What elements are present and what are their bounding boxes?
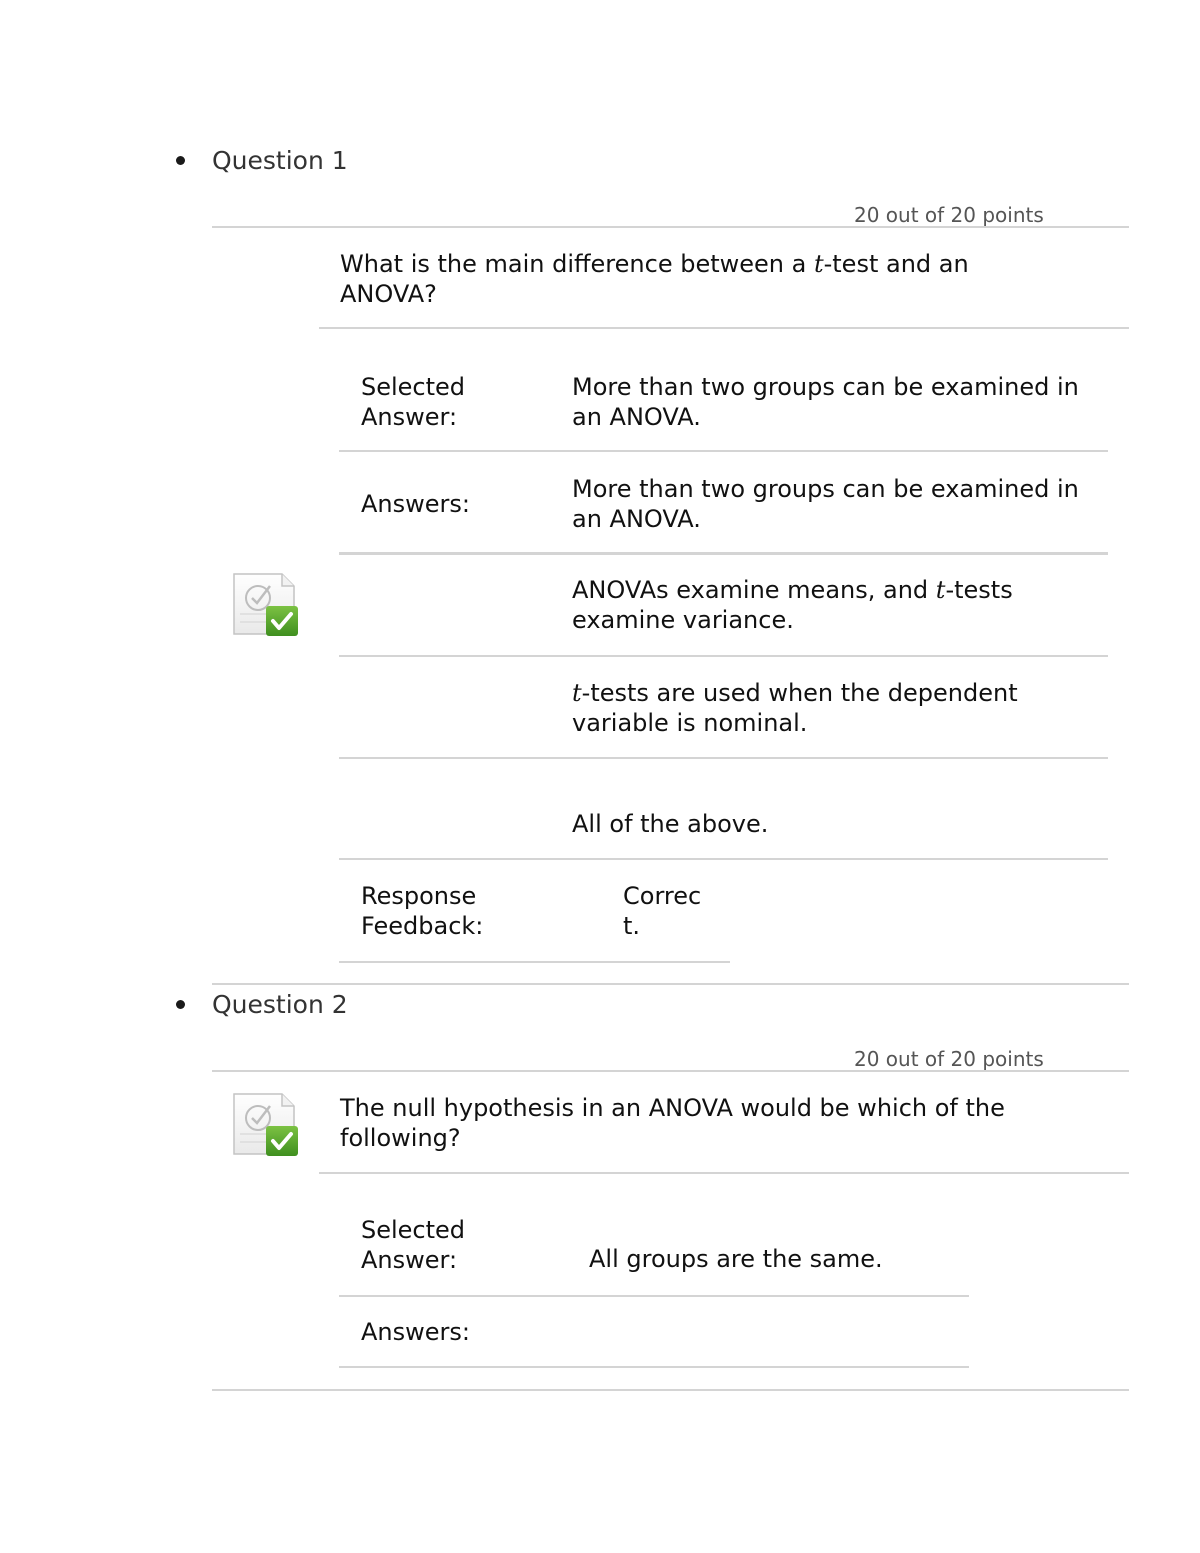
list-bullet <box>176 156 185 165</box>
divider <box>319 327 1129 329</box>
answer-option <box>572 575 1102 635</box>
divider <box>339 552 1108 555</box>
divider <box>319 1172 1129 1174</box>
graded-correct-icon <box>232 1092 300 1158</box>
divider <box>212 1070 1129 1072</box>
answer-text-italic: t <box>935 576 946 604</box>
question-title: Question 1 <box>212 146 348 175</box>
answer-option <box>572 809 1102 839</box>
answer-text: More than two groups can be examined in an ANOVA. <box>572 475 1079 533</box>
divider <box>339 961 730 963</box>
divider <box>212 983 1129 985</box>
feedback-line: Correc <box>623 882 702 910</box>
question-points: 20 out of 20 points <box>854 1047 1044 1071</box>
divider <box>212 226 1129 228</box>
question-text-part: What is the main difference between a <box>340 250 814 278</box>
divider <box>339 1366 969 1368</box>
question-title: Question 2 <box>212 990 348 1019</box>
selected-answer-label: Selected Answer: <box>361 1216 466 1274</box>
divider <box>339 450 1108 452</box>
question-text-part: -test and an ANOVA? <box>340 250 969 308</box>
answer-text: ANOVAs examine means, and <box>572 576 936 604</box>
selected-answer-label: Selected Answer: <box>361 373 466 431</box>
question-points: 20 out of 20 points <box>854 203 1044 227</box>
graded-correct-icon <box>232 572 300 638</box>
selected-answer-value: More than two groups can be examined in an ANOVA. <box>572 373 1079 431</box>
answers-label: Answers: <box>361 1318 470 1346</box>
answer-option <box>572 678 1102 738</box>
answers-label: Answers: <box>361 490 470 518</box>
question-text <box>340 249 1040 309</box>
response-feedback-value <box>623 881 701 941</box>
list-bullet <box>176 1000 185 1009</box>
question-text: The null hypothesis in an ANOVA would be which of the following? <box>340 1094 1005 1152</box>
question-text-italic: t <box>813 250 824 278</box>
divider <box>212 1389 1129 1391</box>
answer-text: -tests examine variance. <box>572 576 1013 634</box>
answer-text: -tests are used when the dependent variable is nominal. <box>572 679 1018 737</box>
answer-text: All of the above. <box>572 810 769 838</box>
divider <box>339 1295 969 1297</box>
response-feedback-label: Response Feedback: <box>361 882 484 940</box>
selected-answer-value: All groups are the same. <box>589 1245 883 1273</box>
answer-option <box>572 474 1102 534</box>
divider <box>339 858 1108 860</box>
answer-text-italic: t <box>572 679 582 707</box>
feedback-line: t. <box>623 912 641 940</box>
divider <box>339 655 1108 657</box>
divider <box>339 757 1108 759</box>
